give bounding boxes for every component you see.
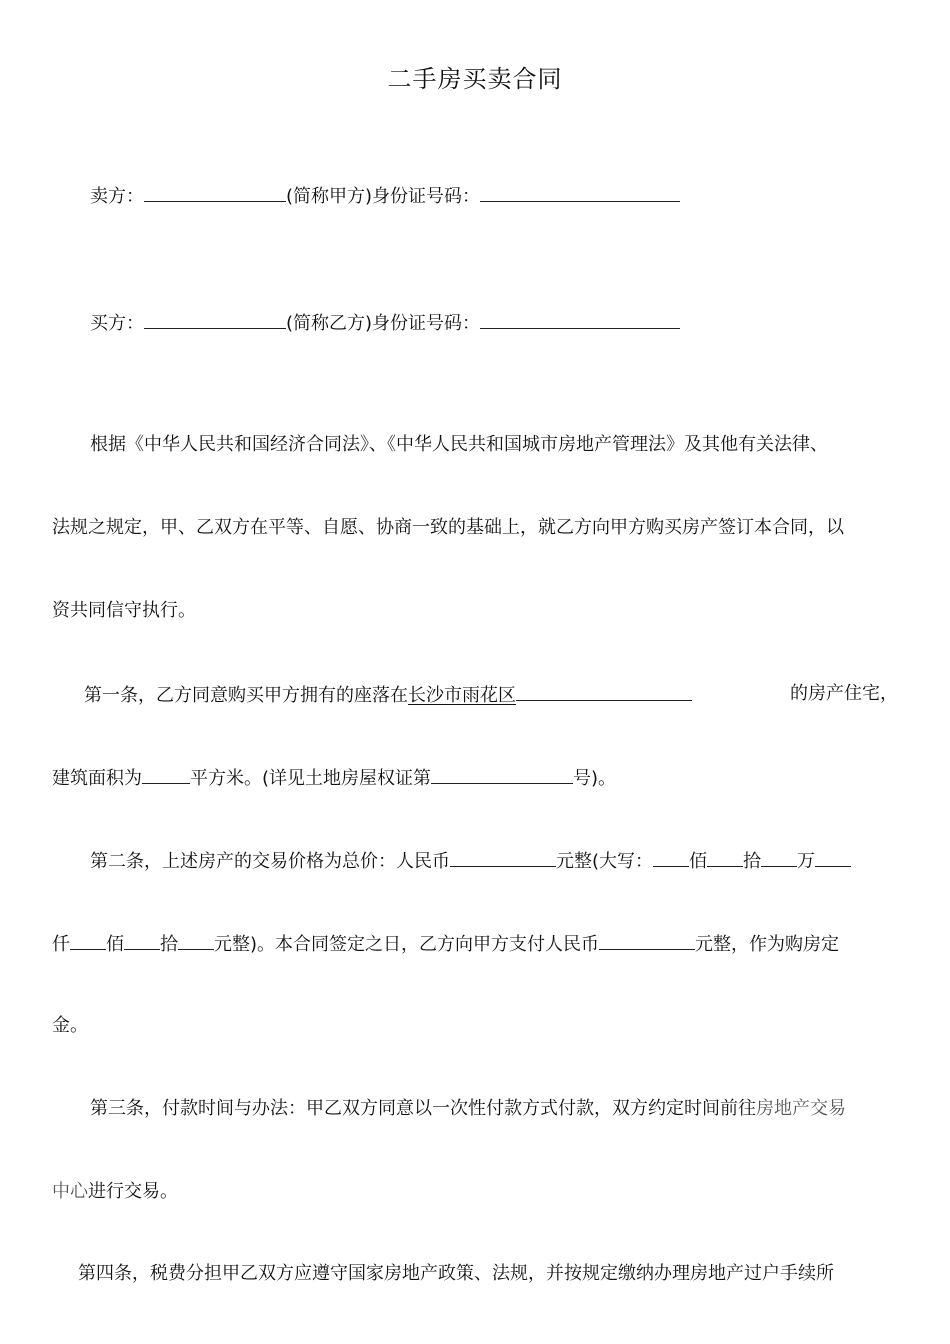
- article-2-line-1: [90, 848, 851, 874]
- shi2-label: 拾: [160, 934, 178, 955]
- price-caps-label: 元整(大写：: [556, 851, 654, 872]
- article-1-line-1: [84, 682, 898, 708]
- deposit-blank[interactable]: [599, 931, 695, 950]
- seller-name-blank[interactable]: [144, 183, 286, 202]
- price-blank[interactable]: [450, 848, 556, 867]
- article-4-line-1: 第四条，税费分担甲乙双方应遵守国家房地产政策、法规，并按规定缴纳办理房地产过户手续所: [78, 1263, 834, 1284]
- qian-label: 仟: [52, 934, 70, 955]
- article-2-line-2: [52, 931, 839, 957]
- seller-id-blank[interactable]: [480, 183, 680, 202]
- preamble-line-1: 根据《中华人民共和国经济合同法》、《中华人民共和国城市房地产管理法》及其他有关法律、: [90, 434, 828, 455]
- center-text: 中心: [52, 1181, 88, 1202]
- deposit-suffix: 元整，作为购房定: [695, 934, 840, 955]
- buyer-name-blank[interactable]: [144, 310, 286, 329]
- caps-qian-blank[interactable]: [815, 848, 851, 867]
- article-1-suffix: 的房产住宅，: [790, 683, 898, 704]
- buyer-line: [90, 310, 680, 336]
- bai-label: 佰: [689, 851, 708, 872]
- caps-wan-blank[interactable]: [761, 848, 797, 867]
- seller-abbr-text: (简称甲方)身份证号码：: [286, 186, 481, 207]
- preamble-line-3: 资共同信守执行。: [52, 600, 196, 621]
- shi-label: 拾: [743, 851, 762, 872]
- article-1-text: 第一条，乙方同意购买甲方拥有的座落在: [84, 685, 408, 706]
- exchange-center-text: 房地产交易: [756, 1098, 846, 1119]
- article-3-line-1: [90, 1097, 846, 1121]
- caps-yuan-blank[interactable]: [178, 931, 214, 950]
- certificate-label: 平方米。(详见土地房屋权证第: [190, 768, 432, 789]
- bai2-label: 佰: [106, 934, 124, 955]
- article-3-line-2: [52, 1180, 178, 1204]
- buyer-label: 买方：: [90, 313, 144, 334]
- article-1-line-2: [52, 765, 616, 791]
- city-text: 长沙市: [408, 685, 462, 706]
- area-blank[interactable]: [142, 765, 190, 784]
- article-3-suffix: 进行交易。: [88, 1181, 178, 1202]
- caps-bai-blank[interactable]: [653, 848, 689, 867]
- seller-label: 卖方：: [90, 186, 144, 207]
- article-3-text: 第三条，付款时间与办法：甲乙双方同意以一次性付款方式付款，双方约定时间前往: [90, 1098, 756, 1119]
- seller-line: [90, 183, 680, 209]
- article-2-text: 第二条，上述房产的交易价格为总价：人民币: [90, 851, 450, 872]
- buyer-id-blank[interactable]: [480, 310, 680, 329]
- wan-label: 万: [797, 851, 816, 872]
- address-blank[interactable]: [516, 682, 692, 701]
- certificate-blank[interactable]: [431, 765, 573, 784]
- article-2-line-3: 金。: [52, 1015, 88, 1036]
- district-text: 雨花区: [462, 685, 516, 706]
- caps-shi-blank[interactable]: [707, 848, 743, 867]
- area-label: 建筑面积为: [52, 768, 142, 789]
- caps-shi2-blank[interactable]: [124, 931, 160, 950]
- preamble-line-2: 法规之规定，甲、乙双方在平等、自愿、协商一致的基础上，就乙方向甲方购买房产签订本合同，以: [52, 517, 844, 538]
- buyer-abbr-text: (简称乙方)身份证号码：: [286, 313, 481, 334]
- document-title: 二手房买卖合同: [387, 65, 563, 93]
- deposit-label: 元整)。本合同签定之日，乙方向甲方支付人民币: [214, 934, 600, 955]
- caps-bai2-blank[interactable]: [70, 931, 106, 950]
- certificate-suffix: 号)。: [573, 768, 617, 789]
